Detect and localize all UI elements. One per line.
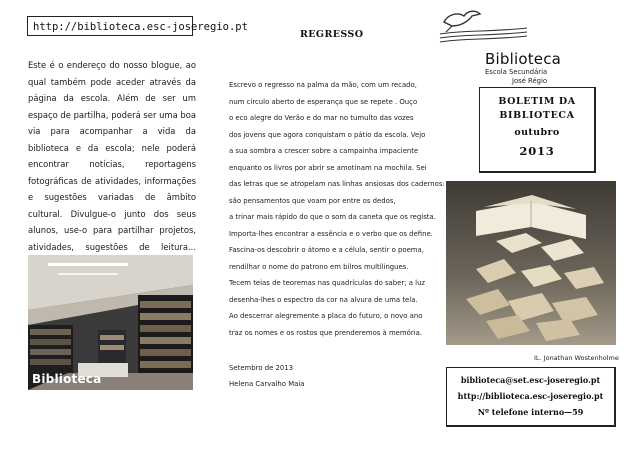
poem-title: REGRESSO: [300, 29, 364, 40]
poem-line: a sua sombra a crescer sobre a campainha impaciente: [229, 147, 419, 155]
bulletin-title-line1: BOLETIM DA: [498, 96, 576, 107]
contact-email[interactable]: biblioteca@set.esc-joseregio.pt: [460, 375, 601, 385]
illustration-credit: IL. Jonathan Wostenholme: [534, 354, 619, 362]
poem: [229, 77, 445, 341]
poem-line: num círculo aberto de esperança que se repete . Ouço: [229, 97, 418, 106]
contact-website[interactable]: http://biblioteca.esc-joseregio.pt: [457, 391, 604, 401]
contact-box: [446, 367, 616, 427]
poem-line: enquanto os livros por abrir se amotinam na mochila. Sei: [229, 163, 427, 172]
bird-icon: [444, 11, 480, 32]
book-illustration: [446, 181, 616, 345]
poem-author: Helena Carvalho Maia: [229, 380, 305, 388]
poem-line: Fascina-os descobrir o átomo e a célula, sentir o poema,: [229, 246, 424, 254]
logo-title: Biblioteca: [485, 50, 562, 68]
blog-description: Este é o endereço do nosso blogue, ao qual também pode aceder através da página da escola. Além de ser um espaço de partilha, poderá ser uma boa via para acompanhar a vida da biblioteca e da escola; nele poderá encontrar notícias, reportagens fotográficas de atividades, informações e sugestões variadas de âmbito cultural. Divulgue-o junto dos seus alunos, use-o para partilhar projetos, atividades, sugestões de leitura...: [28, 60, 196, 252]
poem-line: o eco alegre do Verão e do mar no tumulto das vozes: [229, 114, 414, 122]
poem-line: traz os nomes e os rostos que prenderemos à memória.: [229, 328, 423, 337]
poem-line: Escrevo o regresso na palma da mão, com um recado,: [229, 81, 417, 89]
bulletin-year: 2013: [519, 144, 555, 158]
wave-lines-icon: [440, 28, 527, 42]
poem-line: dos jovens que agora conquistam o pátio da escola. Vejo: [229, 130, 426, 139]
contact-phone: Nº telefone interno—59: [477, 407, 584, 417]
poem-line: das letras que se atropelam nas linhas ansiosas dos cadernos:: [229, 180, 445, 188]
poem-line: rendilhar o nome do patrono em bilros multilingues.: [229, 262, 409, 271]
logo-school-name: José Régio: [512, 77, 548, 85]
poem-line: Tecem teias de teoremas nas quadrículas do saber; a luz: [229, 279, 426, 287]
library-photo: [28, 255, 193, 390]
poem-line: Importa-lhes encontrar a essência e o verbo que os define.: [229, 229, 433, 238]
bulletin-title-line2: BIBLIOTECA: [499, 110, 575, 121]
poem-date: Setembro de 2013: [229, 364, 294, 372]
blog-url[interactable]: http://biblioteca.esc-joseregio.pt: [27, 16, 193, 36]
bulletin-title-box: [479, 87, 596, 173]
poem-line: a trinar mais rápido do que o som da caneta que os regista.: [229, 213, 436, 221]
bulletin-month: outubro: [514, 127, 560, 138]
poem-line: desenha-lhes o espectro da cor na alvura de uma tela.: [229, 295, 418, 304]
poem-line: são pensamentos que voam por entre os dedos,: [229, 196, 396, 205]
photo-logo-text: Biblioteca: [32, 372, 102, 386]
logo-school-line: Escola Secundária: [485, 68, 548, 76]
poem-line: Ao descerrar alegremente a placa do futuro, o novo ano: [229, 312, 423, 320]
